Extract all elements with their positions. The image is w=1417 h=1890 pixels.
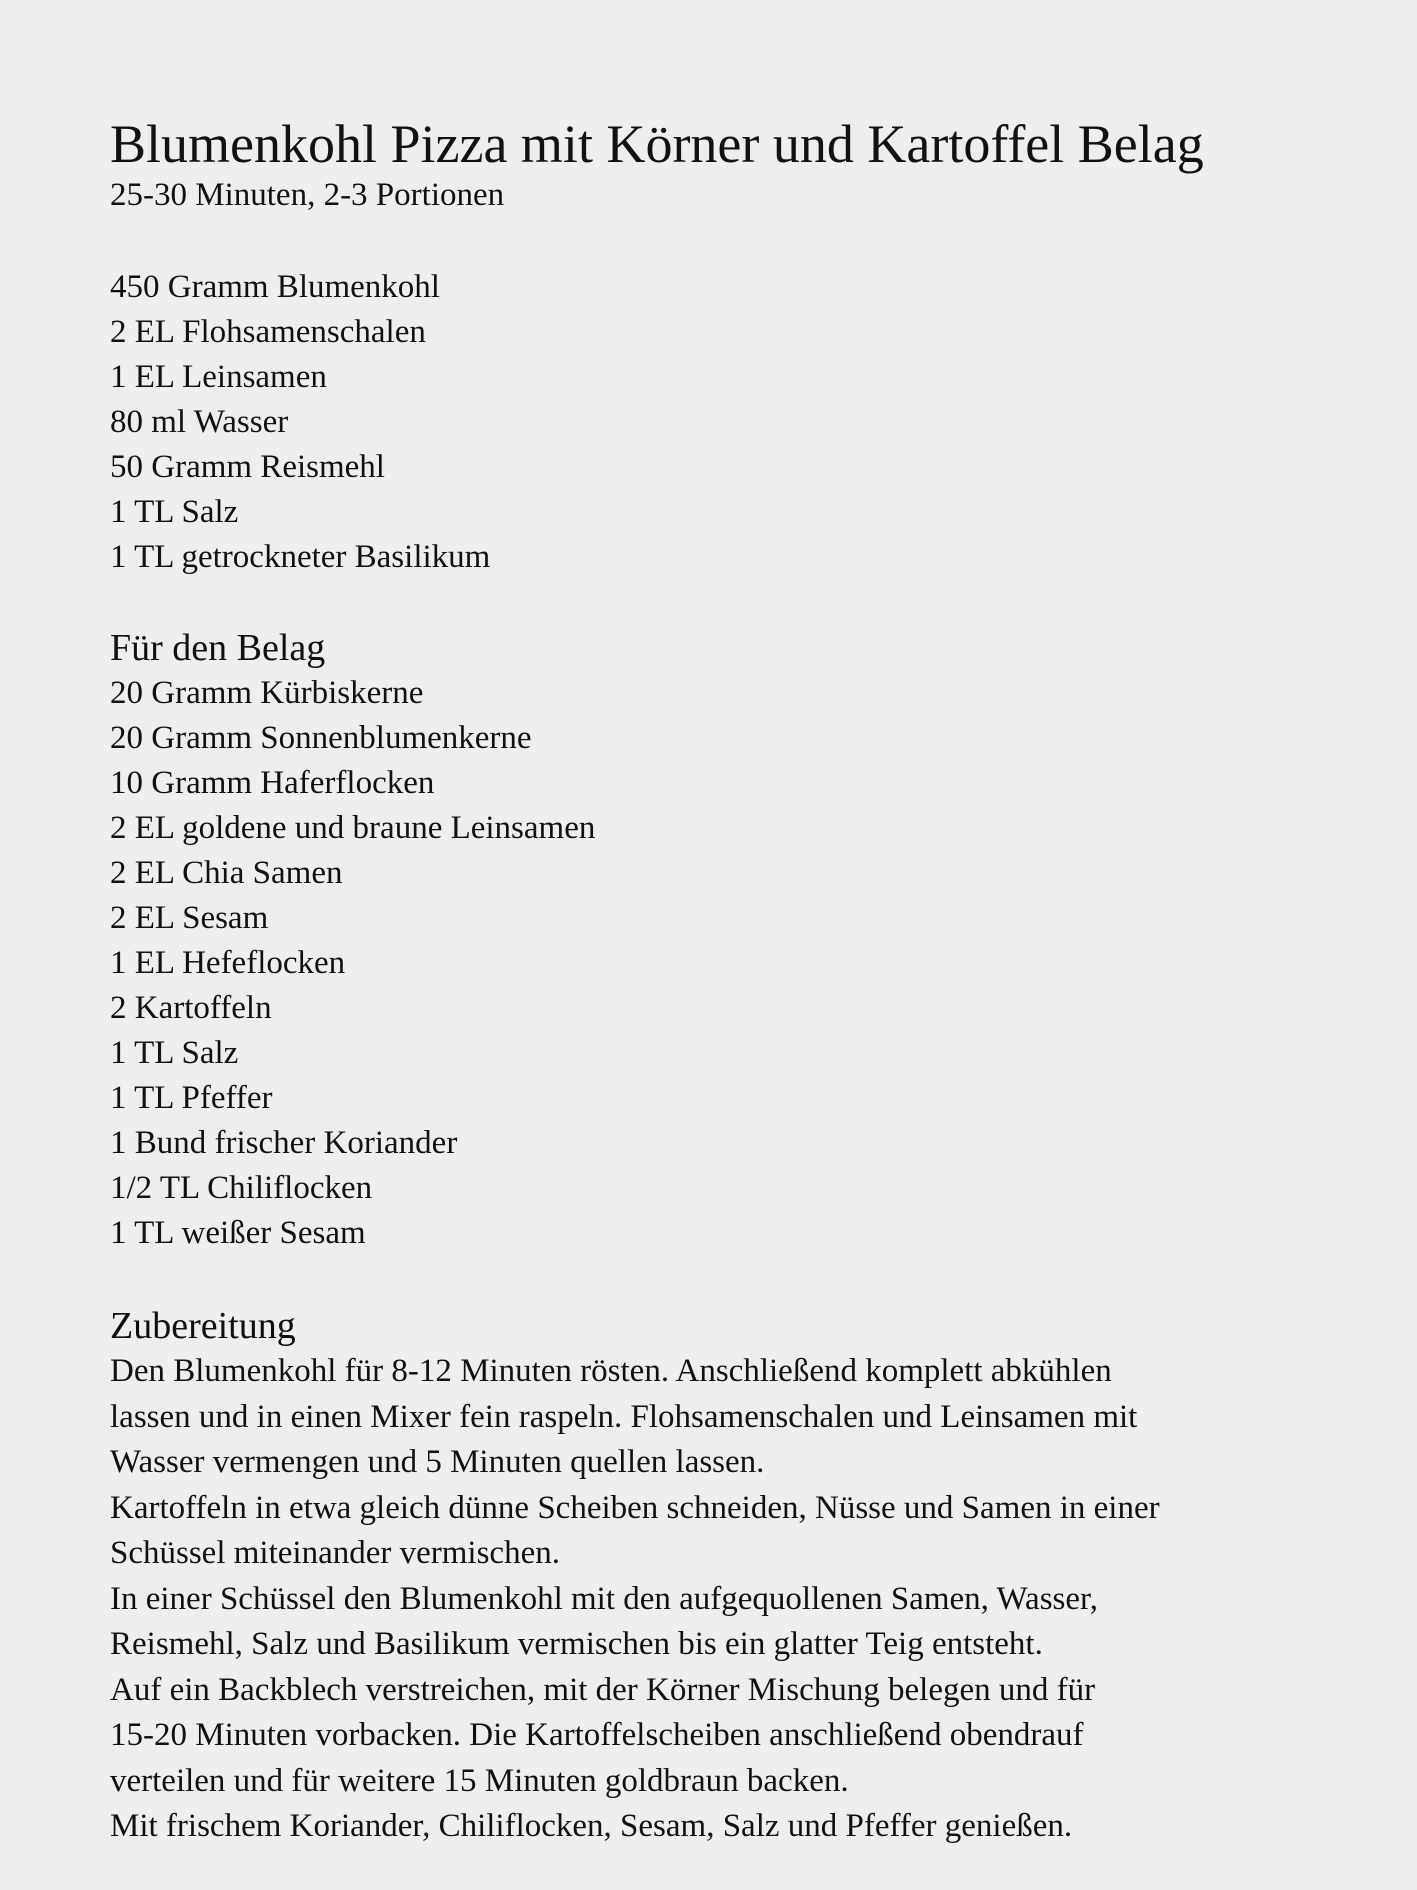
ingredient-item: 1 EL Hefeflocken <box>110 945 346 981</box>
preparation-line: Reismehl, Salz und Basilikum vermischen bis ein glatter Teig entsteht. <box>110 1626 1043 1662</box>
preparation-line: verteilen und für weitere 15 Minuten goldbraun backen. <box>110 1762 849 1799</box>
ingredient-item: 10 Gramm Haferflocken <box>110 765 435 801</box>
preparation-section <box>110 1304 1160 1850</box>
ingredient-item: 1 EL Leinsamen <box>110 359 327 395</box>
ingredient-item: 1 TL Salz <box>110 1035 239 1071</box>
preparation-line: Den Blumenkohl für 8-12 Minuten rösten. Anschließend komplett abkühlen <box>110 1353 1112 1389</box>
preparation-line: Schüssel miteinander vermischen. <box>110 1535 560 1571</box>
preparation-line: Mit frischem Koriander, Chiliflocken, Sesam, Salz und Pfeffer genießen. <box>110 1808 1073 1844</box>
ingredient-item: 1/2 TL Chiliflocken <box>110 1170 373 1206</box>
recipe-meta: 25-30 Minuten, 2-3 Portionen <box>110 177 505 213</box>
ingredient-item: 2 EL Sesam <box>110 900 269 936</box>
preparation-line: Kartoffeln in etwa gleich dünne Scheiben schneiden, Nüsse und Samen in einer <box>110 1489 1160 1526</box>
ingredient-item: 2 EL Chia Samen <box>110 855 343 891</box>
preparation-heading: Zubereitung <box>110 1305 296 1347</box>
recipe-title: Blumenkohl Pizza mit Körner und Kartoffel Belag <box>110 114 1204 174</box>
ingredient-item: 2 EL goldene und braune Leinsamen <box>110 810 596 846</box>
ingredient-item: 1 TL getrockneter Basilikum <box>110 539 491 575</box>
ingredient-item: 1 TL weißer Sesam <box>110 1215 366 1251</box>
preparation-line: In einer Schüssel den Blumenkohl mit den aufgequollenen Samen, Wasser, <box>110 1580 1098 1617</box>
ingredient-item: 1 Bund frischer Koriander <box>110 1125 458 1161</box>
topping-heading: Für den Belag <box>110 627 326 669</box>
ingredient-item: 20 Gramm Kürbiskerne <box>110 675 424 711</box>
ingredient-item: 450 Gramm Blumenkohl <box>110 269 440 305</box>
topping-ingredients-list <box>110 671 595 1256</box>
ingredient-item: 20 Gramm Sonnenblumenkerne <box>110 720 532 756</box>
preparation-line: 15-20 Minuten vorbacken. Die Kartoffelscheiben anschließend obendrauf <box>110 1717 1084 1753</box>
ingredient-item: 50 Gramm Reismehl <box>110 449 385 485</box>
base-ingredients-list <box>110 265 490 580</box>
ingredient-item: 1 TL Salz <box>110 494 239 530</box>
ingredient-item: 2 Kartoffeln <box>110 990 272 1026</box>
ingredient-item: 2 EL Flohsamenschalen <box>110 314 426 350</box>
preparation-line: Auf ein Backblech verstreichen, mit der Körner Mischung belegen und für <box>110 1671 1096 1708</box>
ingredient-item: 1 TL Pfeffer <box>110 1080 273 1116</box>
topping-section <box>110 626 595 1256</box>
preparation-line: lassen und in einen Mixer fein raspeln. Flohsamenschalen und Leinsamen mit <box>110 1398 1138 1435</box>
preparation-line: Wasser vermengen und 5 Minuten quellen lassen. <box>110 1444 765 1480</box>
ingredient-item: 80 ml Wasser <box>110 404 289 440</box>
